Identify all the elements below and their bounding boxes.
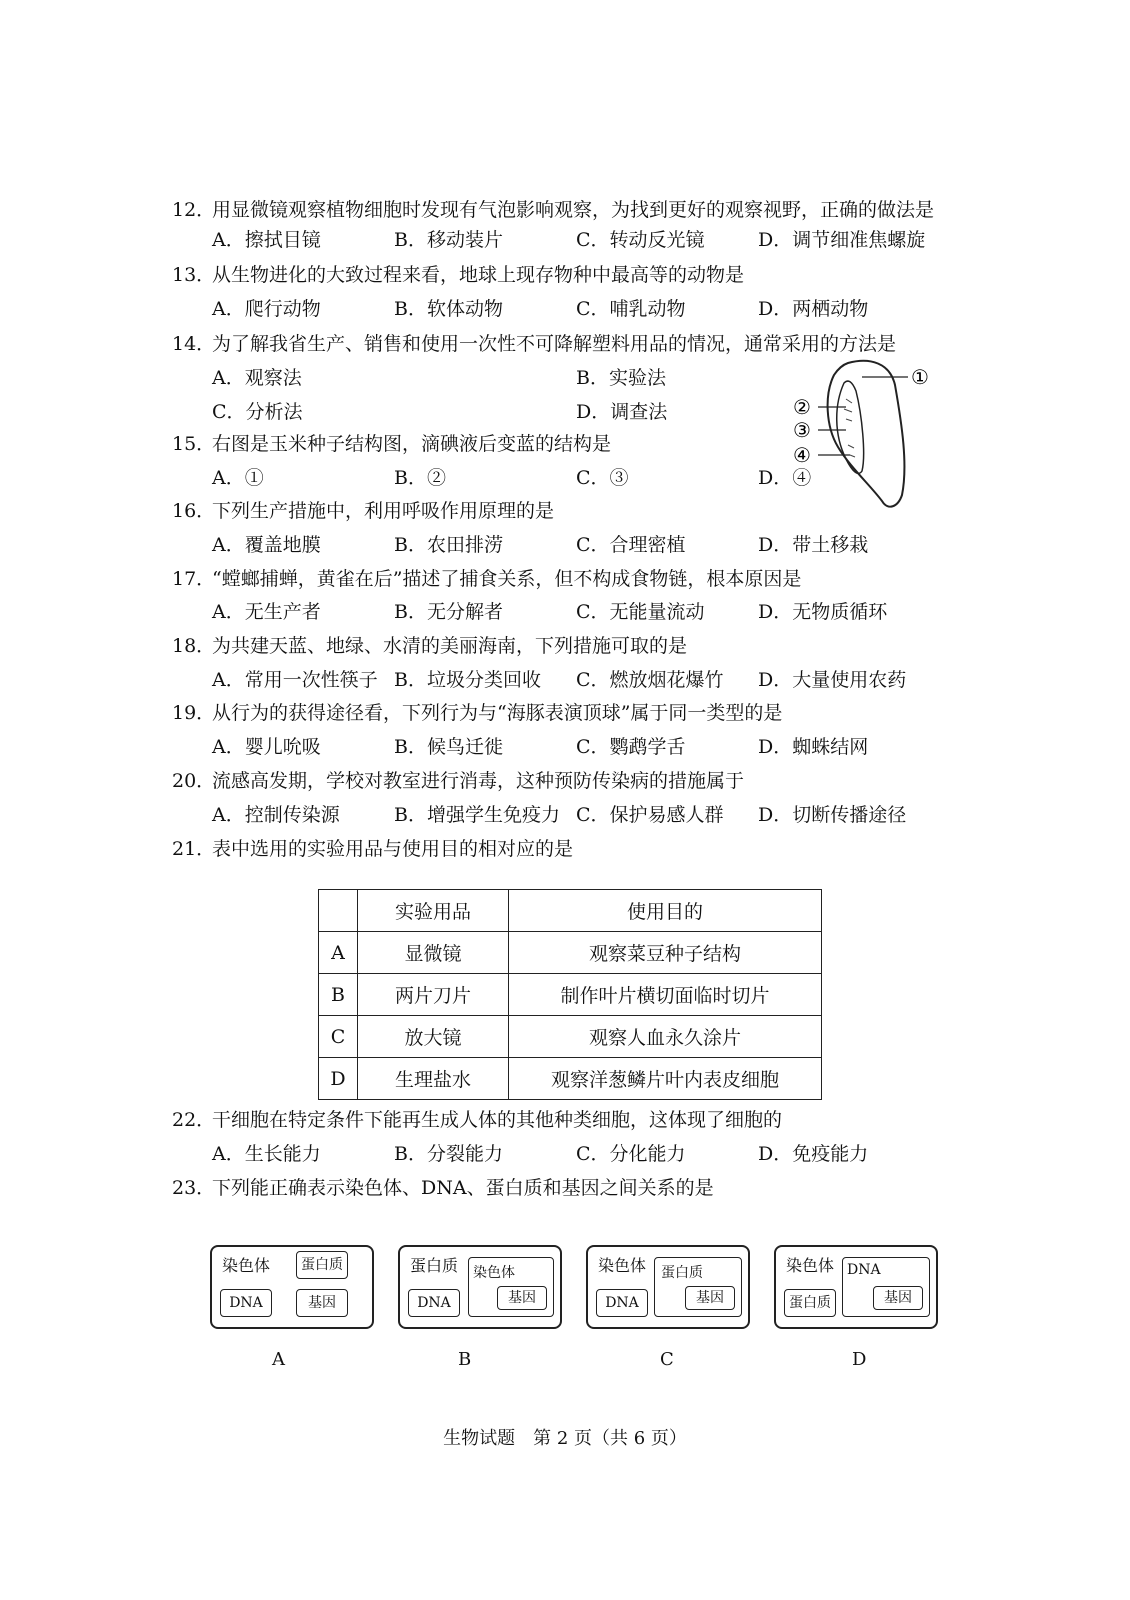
- question-number: 13．: [172, 264, 216, 286]
- option-d: D．调查法: [576, 401, 668, 423]
- table-row: [319, 974, 822, 1016]
- table-cell: C: [319, 1016, 358, 1058]
- seed-label-3: ③: [793, 418, 811, 442]
- table-cell: 生理盐水: [358, 1058, 509, 1100]
- option-d: D．④: [758, 467, 812, 489]
- table-cell: 两片刀片: [358, 974, 509, 1016]
- box-gene: 基因: [497, 1286, 547, 1310]
- corn-seed-figure: [790, 355, 950, 515]
- seed-label-2: ②: [793, 395, 811, 419]
- diagram-title: 蛋白质: [410, 1256, 459, 1275]
- question-number: 17．: [172, 568, 216, 590]
- option-c: C．③: [576, 467, 629, 489]
- question-number: 15．: [172, 433, 216, 455]
- option-a: A．①: [212, 467, 264, 489]
- question-18: [172, 634, 687, 658]
- box-dna: DNA: [596, 1289, 648, 1317]
- option-c: C．哺乳动物: [576, 298, 686, 320]
- box-dna: [842, 1257, 930, 1317]
- option-a: A．擦拭目镜: [212, 229, 321, 251]
- table-cell: B: [319, 974, 358, 1016]
- option-d: D．切断传播途径: [758, 804, 907, 826]
- question-15: [172, 432, 611, 456]
- option-d: D．大量使用农药: [758, 669, 907, 691]
- question-number: 23．: [172, 1177, 216, 1199]
- option-d: D．蜘蛛结网: [758, 736, 869, 758]
- diagram-letter-b: B: [458, 1349, 472, 1370]
- box-gene: 基因: [296, 1289, 348, 1317]
- diagram-letter-d: D: [852, 1349, 867, 1370]
- page-footer: 生物试题 第 2 页（共 6 页）: [443, 1428, 687, 1449]
- diagram-d: [774, 1245, 938, 1329]
- option-a: A．婴儿吮吸: [212, 736, 321, 758]
- question-text: 从生物进化的大致过程来看，地球上现存物种中最高等的动物是: [212, 264, 745, 286]
- embryo-hatching: [844, 399, 855, 457]
- option-a: A．生长能力: [212, 1143, 321, 1165]
- diagram-title: 染色体: [222, 1256, 271, 1275]
- table-cell: D: [319, 1058, 358, 1100]
- option-a: A．常用一次性筷子: [212, 669, 378, 691]
- question-17: [172, 567, 801, 591]
- table-row: [319, 1016, 822, 1058]
- option-b: B．农田排涝: [394, 534, 503, 556]
- question-text: 下列生产措施中，利用呼吸作用原理的是: [212, 500, 555, 522]
- question-13: [172, 263, 744, 287]
- box-gene: 基因: [873, 1286, 923, 1310]
- diagram-letter-c: C: [660, 1349, 674, 1370]
- question-16: [172, 499, 554, 523]
- box-protein: 蛋白质: [784, 1289, 836, 1317]
- diagram-title: 染色体: [598, 1256, 647, 1275]
- question-number: 18．: [172, 635, 216, 657]
- option-c: C．转动反光镜: [576, 229, 705, 251]
- question-number: 12．: [172, 199, 216, 221]
- box-protein-label: 蛋白质: [661, 1265, 703, 1281]
- diagram-b: [398, 1245, 562, 1329]
- option-b: B．②: [394, 467, 446, 489]
- table-header-cell: 使用目的: [509, 890, 822, 932]
- question-number: 20．: [172, 770, 216, 792]
- question-text: 为了解我省生产、销售和使用一次性不可降解塑料用品的情况，通常采用的方法是: [212, 333, 897, 355]
- box-protein: [654, 1257, 742, 1317]
- question-14: [172, 332, 896, 356]
- seed-label-4: ④: [793, 443, 811, 467]
- question-text: 从行为的获得途径看，下列行为与“海豚表演顶球”属于同一类型的是: [212, 702, 783, 724]
- diagram-a: [210, 1245, 374, 1329]
- option-c: C．保护易感人群: [576, 804, 724, 826]
- question-number: 16．: [172, 500, 216, 522]
- question-number: 14．: [172, 333, 216, 355]
- box-dna: DNA: [408, 1289, 460, 1317]
- option-c: C．分析法: [212, 401, 303, 423]
- table-header-row: [319, 890, 822, 932]
- question-19: [172, 701, 782, 725]
- option-c: C．鹦鹉学舌: [576, 736, 686, 758]
- option-a: A．爬行动物: [212, 298, 321, 320]
- box-protein: 蛋白质: [296, 1251, 348, 1279]
- option-b: B．分裂能力: [394, 1143, 503, 1165]
- question-text: 下列能正确表示染色体、DNA、蛋白质和基因之间关系的是: [212, 1177, 714, 1199]
- option-b: B．无分解者: [394, 601, 503, 623]
- option-d: D．带土移栽: [758, 534, 869, 556]
- question-21: [172, 837, 573, 861]
- seed-outline: [828, 361, 905, 507]
- question-text: 表中选用的实验用品与使用目的相对应的是: [212, 838, 574, 860]
- question-12: [172, 198, 934, 222]
- diagram-title: 染色体: [786, 1256, 835, 1275]
- question-text: 干细胞在特定条件下能再生成人体的其他种类细胞，这体现了细胞的: [212, 1109, 783, 1131]
- question-text: 右图是玉米种子结构图，滴碘液后变蓝的结构是: [212, 433, 612, 455]
- table-cell: 观察人血永久涂片: [509, 1016, 822, 1058]
- experiment-table: [318, 889, 822, 1100]
- table-cell: 观察洋葱鳞片叶内表皮细胞: [509, 1058, 822, 1100]
- diagram-c: [586, 1245, 750, 1329]
- option-a: A．无生产者: [212, 601, 321, 623]
- table-row: [319, 1058, 822, 1100]
- option-a: A．观察法: [212, 367, 302, 389]
- box-dna-label: DNA: [847, 1262, 881, 1278]
- diagram-letter-a: A: [272, 1349, 285, 1370]
- option-c: C．无能量流动: [576, 601, 705, 623]
- question-22: [172, 1108, 782, 1132]
- option-b: B．实验法: [576, 367, 666, 389]
- table-cell: A: [319, 932, 358, 974]
- question-text: 流感高发期，学校对教室进行消毒，这种预防传染病的措施属于: [212, 770, 745, 792]
- box-chromosome: [468, 1257, 554, 1317]
- option-c: C．分化能力: [576, 1143, 686, 1165]
- table-cell: 放大镜: [358, 1016, 509, 1058]
- table-header-cell: 实验用品: [358, 890, 509, 932]
- option-a: A．覆盖地膜: [212, 534, 321, 556]
- option-a: A．控制传染源: [212, 804, 340, 826]
- box-chromosome-label: 染色体: [473, 1265, 515, 1281]
- table-cell: 制作叶片横切面临时切片: [509, 974, 822, 1016]
- table-cell: 观察菜豆种子结构: [509, 932, 822, 974]
- option-b: B．移动装片: [394, 229, 503, 251]
- question-23: [172, 1176, 714, 1200]
- embryo-outline: [837, 381, 864, 473]
- box-dna: DNA: [220, 1289, 272, 1317]
- option-d: D．调节细准焦螺旋: [758, 229, 926, 251]
- question-20: [172, 769, 744, 793]
- option-b: B．软体动物: [394, 298, 503, 320]
- question-text: 用显微镜观察植物细胞时发现有气泡影响观察，为找到更好的观察视野，正确的做法是: [212, 199, 935, 221]
- table-row: [319, 932, 822, 974]
- question-number: 22．: [172, 1109, 216, 1131]
- option-b: B．垃圾分类回收: [394, 669, 541, 691]
- option-c: C．合理密植: [576, 534, 686, 556]
- table-cell: 显微镜: [358, 932, 509, 974]
- option-b: B．候鸟迁徙: [394, 736, 503, 758]
- option-d: D．两栖动物: [758, 298, 869, 320]
- question-number: 21．: [172, 838, 216, 860]
- option-d: D．无物质循环: [758, 601, 888, 623]
- box-gene: 基因: [685, 1286, 735, 1310]
- option-d: D．免疫能力: [758, 1143, 869, 1165]
- question-number: 19．: [172, 702, 216, 724]
- seed-label-1: ①: [911, 365, 929, 389]
- table-header-cell: [319, 890, 358, 932]
- option-c: C．燃放烟花爆竹: [576, 669, 724, 691]
- question-text: “螳螂捕蝉，黄雀在后”描述了捕食关系，但不构成食物链，根本原因是: [212, 568, 802, 590]
- question-text: 为共建天蓝、地绿、水清的美丽海南，下列措施可取的是: [212, 635, 688, 657]
- option-b: B．增强学生免疫力: [394, 804, 560, 826]
